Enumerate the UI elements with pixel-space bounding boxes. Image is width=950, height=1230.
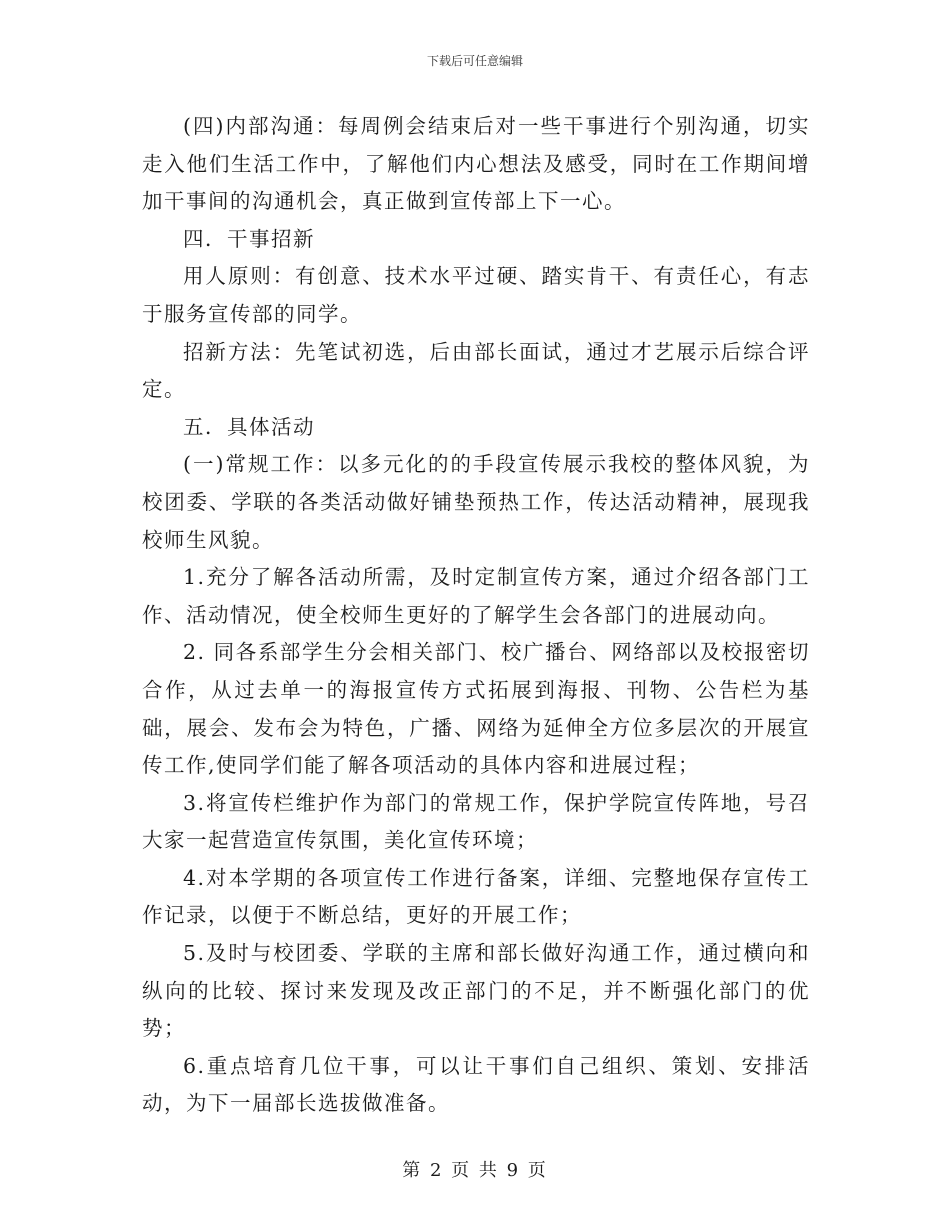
document-body <box>142 108 810 1123</box>
section-heading-recruitment: 四．干事招新 <box>183 226 315 251</box>
list-item-2: 2. 同各系部学生分会相关部门、校广播台、网络部以及校报密切合作，从过去单一的海报宣传方式拓展到海报、刊物、公告栏为基础，展会、发布会为特色，广播、网络为延伸全方位多层次的开展宣传工作,使同学们能了解各项活动的具体内容和进展过程； <box>142 640 810 778</box>
paragraph-routine-work: (一)常规工作：以多元化的的手段宣传展示我校的整体风貌，为校团委、学联的各类活动做好铺垫预热工作，传达活动精神，展现我校师生风貌。 <box>142 452 810 552</box>
list-item-1: 1.充分了解各活动所需，及时定制宣传方案，通过介绍各部门工作、活动情况，使全校师生更好的了解学生会各部门的进展动向。 <box>142 565 810 627</box>
list-item-3: 3.将宣传栏维护作为部门的常规工作，保护学院宣传阵地，号召大家一起营造宣传氛围，美化宣传环境； <box>142 790 810 853</box>
list-item-4: 4.对本学期的各项宣传工作进行备案，详细、完整地保存宣传工作记录，以便于不断总结，更好的开展工作； <box>142 865 810 928</box>
list-item-5: 5.及时与校团委、学联的主席和部长做好沟通工作，通过横向和纵向的比较、探讨来发现及改正部门的不足，并不断强化部门的优势； <box>142 941 810 1041</box>
list-item-6: 6.重点培育几位干事，可以让干事们自己组织、策划、安排活动，为下一届部长选拔做准备。 <box>142 1053 810 1116</box>
section-heading-activities: 五．具体活动 <box>183 414 315 439</box>
page-header-note: 下载后可任意编辑 <box>426 54 523 68</box>
paragraph-internal-communication: (四)内部沟通：每周例会结束后对一些干事进行个别沟通，切实走入他们生活工作中，了解他们内心想法及感受，同时在工作期间增加干事间的沟通机会，真正做到宣传部上下一心。 <box>142 114 810 214</box>
page-number: 第 2 页 共 9 页 <box>402 1160 548 1181</box>
paragraph-recruitment-method: 招新方法：先笔试初选，后由部长面试，通过才艺展示后综合评定。 <box>142 339 810 402</box>
paragraph-hiring-principles: 用人原则：有创意、技术水平过硬、踏实肯干、有责任心，有志于服务宣传部的同学。 <box>142 264 810 326</box>
